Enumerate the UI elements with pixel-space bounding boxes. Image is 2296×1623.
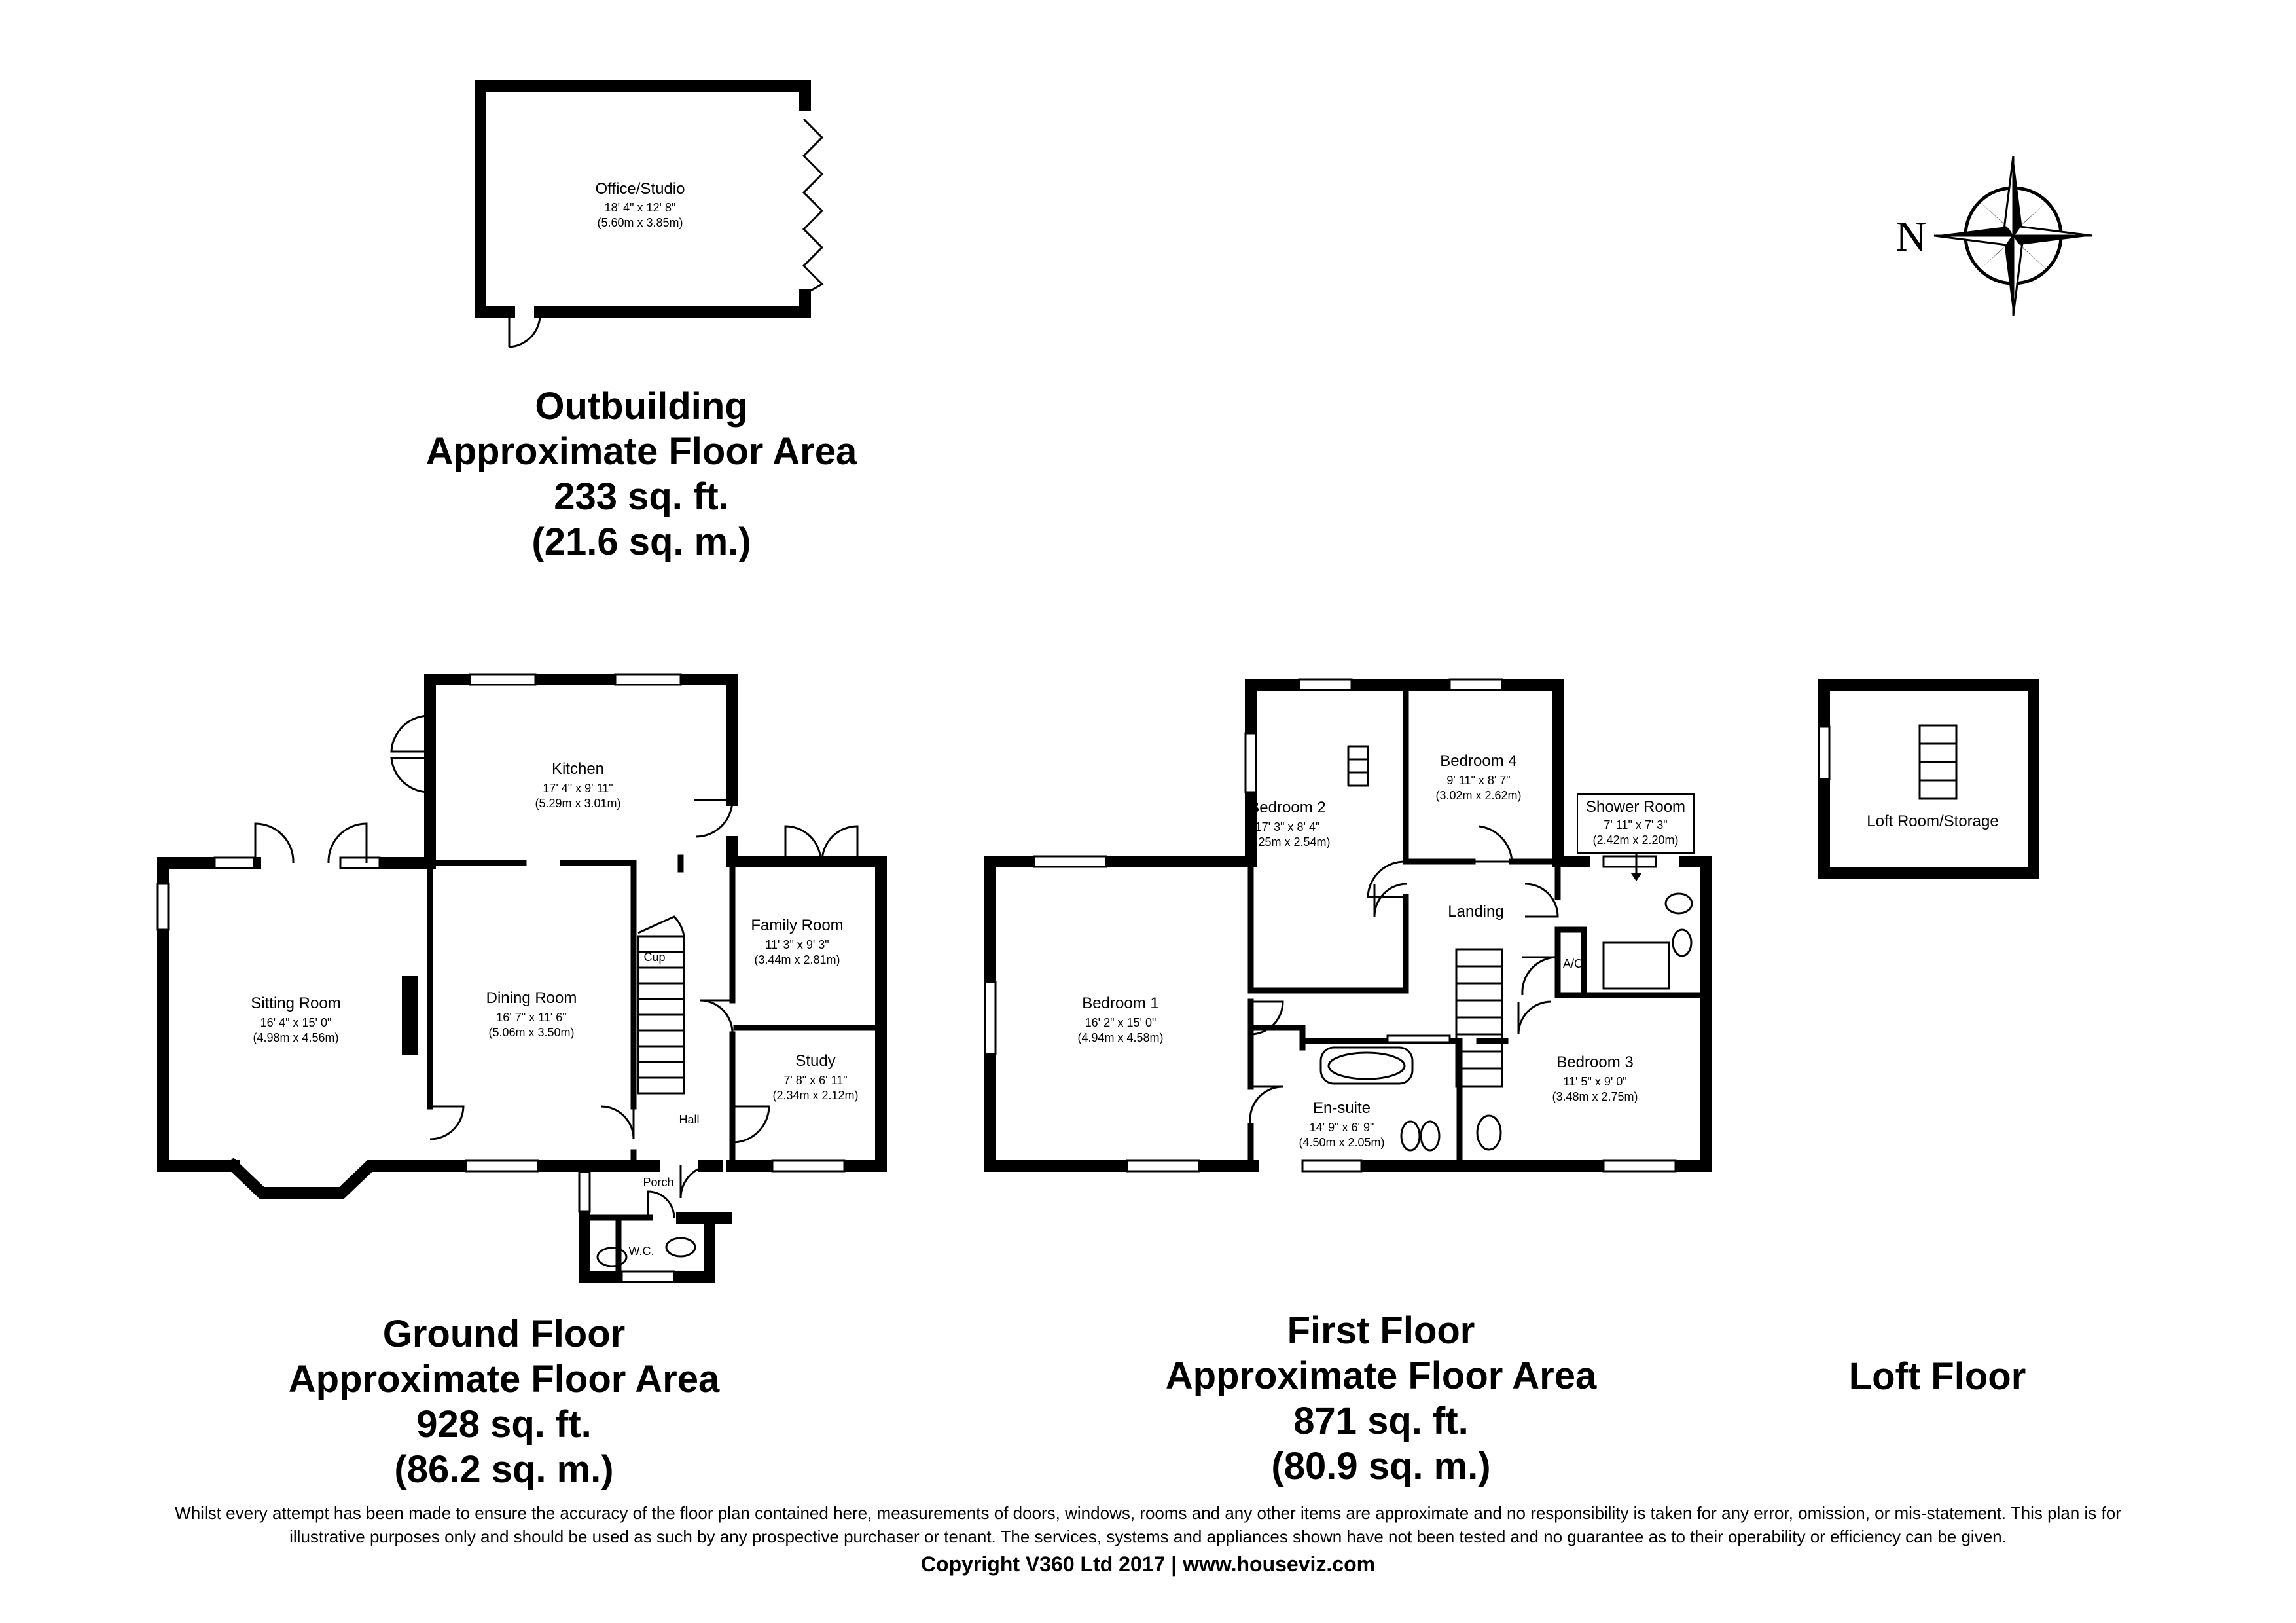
first-floor-area-label: Approximate Floor Area xyxy=(1165,1355,1597,1397)
first-floor-sq-m: (80.9 sq. m.) xyxy=(1271,1445,1491,1487)
label-ac: A/C xyxy=(1562,957,1583,970)
room-metric-study: (2.34m x 2.12m) xyxy=(772,1089,859,1102)
outbuilding-title: Outbuilding xyxy=(535,385,748,428)
room-metric-bedroom-2: (5.25m x 2.54m) xyxy=(1244,835,1331,848)
room-name-shower-room: Shower Room xyxy=(1585,798,1686,816)
compass-rose-icon xyxy=(1895,156,2092,316)
room-dim-kitchen: 17' 4" x 9' 11" xyxy=(543,782,613,795)
ground-floor-plan xyxy=(158,674,881,1282)
room-metric-shower-room: (2.42m x 2.20m) xyxy=(1592,833,1679,847)
room-metric-bedroom-1: (4.94m x 4.58m) xyxy=(1077,1031,1164,1044)
outbuilding-plan xyxy=(480,86,822,347)
room-name-en-suite: En-suite xyxy=(1312,1099,1371,1117)
room-name-office-studio: Office/Studio xyxy=(595,180,685,198)
ground-floor-area-label: Approximate Floor Area xyxy=(288,1358,720,1400)
first-floor-sq-ft: 871 sq. ft. xyxy=(1293,1400,1469,1442)
room-dim-sitting-room: 16' 4" x 15' 0" xyxy=(260,1016,332,1029)
room-metric-en-suite: (4.50m x 2.05m) xyxy=(1299,1136,1385,1149)
loft-floor-caption xyxy=(1774,1354,2101,1399)
room-name-kitchen: Kitchen xyxy=(551,760,605,778)
room-name-bedroom-2: Bedroom 2 xyxy=(1249,799,1326,816)
disclaimer-text xyxy=(39,1501,2257,1548)
room-name-bedroom-1: Bedroom 1 xyxy=(1082,994,1159,1012)
room-metric-office-studio: (5.60m x 3.85m) xyxy=(597,216,683,229)
room-name-bedroom-4: Bedroom 4 xyxy=(1440,752,1517,770)
outbuilding-area-caption xyxy=(347,384,936,564)
room-name-sitting-room: Sitting Room xyxy=(251,994,341,1012)
room-dim-bedroom-3: 11' 5" x 9' 0" xyxy=(1563,1075,1627,1088)
outbuilding-sq-ft: 233 sq. ft. xyxy=(554,475,729,518)
copyright-text: Copyright V360 Ltd 2017 | www.houseviz.com xyxy=(920,1552,1376,1576)
compass-north-label: N xyxy=(1895,213,1927,261)
loft-floor-title: Loft Floor xyxy=(1848,1355,2026,1398)
room-metric-bedroom-3: (3.48m x 2.75m) xyxy=(1552,1090,1638,1103)
room-dim-en-suite: 14' 9" x 6' 9" xyxy=(1309,1121,1374,1134)
room-name-dining-room: Dining Room xyxy=(486,989,577,1007)
label-cup: Cup xyxy=(643,951,666,964)
room-dim-office-studio: 18' 4" x 12' 8" xyxy=(604,201,676,214)
label-porch: Porch xyxy=(643,1176,674,1189)
room-metric-sitting-room: (4.98m x 4.56m) xyxy=(253,1031,339,1044)
disclaimer-line-2: illustrative purposes only and should be used as such by any prospective purchaser or tenant. The services, systems and appliances shown have not been tested and no guarantee as to their operability or efficiency can be given. xyxy=(289,1527,2007,1546)
loft-floor-plan xyxy=(1819,685,2034,873)
outbuilding-sq-m: (21.6 sq. m.) xyxy=(531,520,751,563)
room-dim-family-room: 11' 3" x 9' 3" xyxy=(765,938,829,951)
label-wc: W.C. xyxy=(628,1245,655,1258)
room-dim-dining-room: 16' 7" x 11' 6" xyxy=(496,1011,567,1024)
label-hall: Hall xyxy=(679,1113,700,1126)
room-metric-dining-room: (5.06m x 3.50m) xyxy=(488,1026,575,1039)
ground-floor-area-caption xyxy=(209,1311,798,1492)
room-dim-bedroom-1: 16' 2" x 15' 0" xyxy=(1085,1016,1157,1029)
room-metric-kitchen: (5.29m x 3.01m) xyxy=(535,797,621,810)
disclaimer-line-1: Whilst every attempt has been made to ensure the accuracy of the floor plan contained here, measurements of doors, windows, rooms and any other items are approximate and no responsibility is taken for any error, omission, or mis-statement. This plan is for xyxy=(175,1503,2121,1523)
room-name-loft-room-storage: Loft Room/Storage xyxy=(1867,812,1999,830)
first-floor-area-caption xyxy=(1086,1308,1676,1489)
ground-floor-sq-m: (86.2 sq. m.) xyxy=(394,1448,614,1491)
room-dim-shower-room: 7' 11" x 7' 3" xyxy=(1604,818,1668,831)
room-name-bedroom-3: Bedroom 3 xyxy=(1556,1053,1634,1071)
room-name-family-room: Family Room xyxy=(751,917,844,934)
room-dim-study: 7' 8" x 6' 11" xyxy=(783,1074,848,1087)
room-dim-bedroom-2: 17' 3" x 8' 4" xyxy=(1255,820,1320,833)
outbuilding-area-label: Approximate Floor Area xyxy=(425,430,857,473)
label-landing: Landing xyxy=(1448,903,1504,921)
room-dim-bedroom-4: 9' 11" x 8' 7" xyxy=(1446,774,1511,787)
ground-floor-title: Ground Floor xyxy=(382,1313,626,1355)
room-metric-family-room: (3.44m x 2.81m) xyxy=(754,953,840,966)
first-floor-title: First Floor xyxy=(1287,1309,1475,1352)
first-floor-plan xyxy=(985,680,1706,1171)
room-metric-bedroom-4: (3.02m x 2.62m) xyxy=(1435,789,1522,802)
room-name-study: Study xyxy=(795,1052,836,1070)
ground-floor-sq-ft: 928 sq. ft. xyxy=(416,1403,592,1446)
